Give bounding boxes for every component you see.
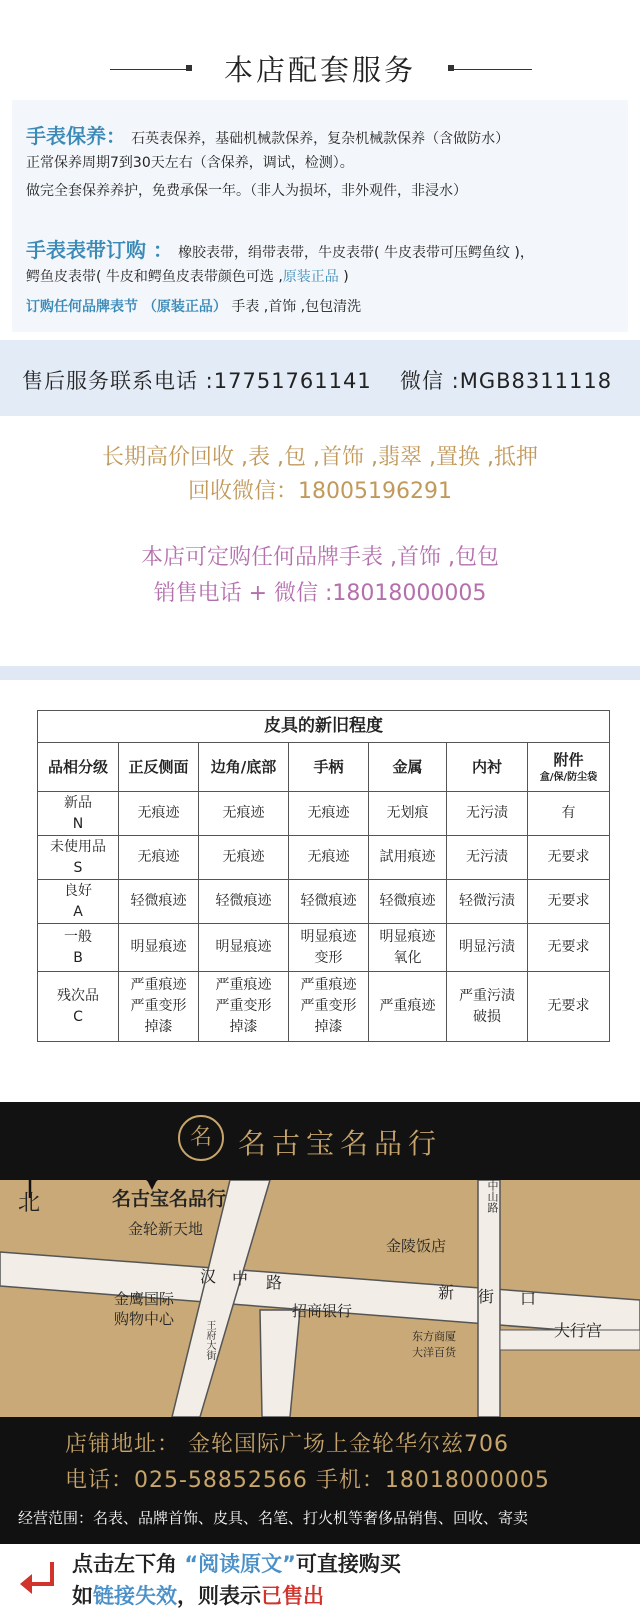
table-cell: 轻微污渍 [447,880,528,924]
table-cell: 无污渍 [447,836,528,880]
maintenance-row [26,120,509,149]
footer-line2c: ，则表示 [177,1584,261,1608]
wechat-id: 微信 :MGB8311118 [400,369,613,393]
table-header-row [38,743,610,792]
divider-right [452,69,532,70]
header-grade: 品相分级 [38,743,119,792]
sales-contact: 销售电话 + 微信 :18018000005 [153,581,487,606]
table-cell: 明显痕迹 [119,924,199,972]
table-cell: 严重痕迹 [369,972,447,1042]
header-lining: 内衬 [447,743,528,792]
strap-label: 手表表带订购 ： [26,238,173,262]
condition-table [37,710,610,1042]
table-cell: 明显痕迹 [199,924,289,972]
table-cell: 无痕迹 [119,792,199,836]
table-cell: 无要求 [528,924,610,972]
after-sales-phone: 售后服务联系电话 :17751761141 [22,369,372,393]
header-accessory-sub: 盒/保/防尘袋 [539,771,598,783]
order-line: 本店可定购任何品牌手表 ,首饰 ,包包 [141,545,499,570]
table-row [38,924,610,972]
header-accessory-label: 附件 [553,750,584,769]
table-cell: 明显污渍 [447,924,528,972]
table-cell: 明显痕迹 氧化 [369,924,447,972]
table-cell: 无痕迹 [199,792,289,836]
strap-line1: 橡胶表带，绢带表带，牛皮表带( 牛皮表带可压鳄鱼纹 )， [178,245,534,261]
table-cell: 无要求 [528,880,610,924]
map-hanzhong-1: 汉 [200,1267,217,1286]
header-handle: 手柄 [289,743,369,792]
services-panel [12,100,628,332]
read-original-link[interactable]: “阅读原文” [184,1552,296,1576]
maintenance-label: 手表保养： [26,124,126,148]
table-row [38,972,610,1042]
footer-line1a: 点击左下角 [72,1552,185,1576]
map-zhongshan: 中山路 [486,1180,499,1213]
grade-code: C [73,1008,83,1025]
recycle-line2: 回收微信：18005196291 [188,479,452,504]
table-cell: 无痕迹 [289,792,369,836]
table-row [38,880,610,924]
table-cell: 无痕迹 [289,836,369,880]
grade-code: N [72,815,84,832]
map-xinjiekou-2: 街 [478,1287,495,1306]
map-hanzhong-2: 中 [232,1269,249,1288]
strap-row [26,234,534,263]
services-header [0,0,640,100]
map-zhaoshang: 招商银行 [292,1302,353,1320]
maintenance-line1: 石英表保养，基础机械款保养，复杂机械款保养（含做防水） [131,131,510,147]
table-cell: 无痕迹 [119,836,199,880]
grade-name: 新品 [64,794,92,811]
strap-line2a: 鳄鱼皮表带( 牛皮和鳄鱼皮表带颜色可选 , [26,269,283,285]
table-cell: 試用痕迹 [369,836,447,880]
table-cell: 无要求 [528,972,610,1042]
map-xinjiekou-3: 口 [520,1289,537,1308]
map-daxing: 大行宫 [554,1321,603,1340]
map-north: 北 [18,1191,41,1216]
store-banner [0,1102,640,1180]
grade-cell [38,880,119,924]
map-hanzhong-3: 路 [266,1273,283,1292]
table-cell: 轻微痕迹 [369,880,447,924]
table-cell: 轻微痕迹 [199,880,289,924]
table-cell: 轻微痕迹 [289,880,369,924]
arrow-down-left-icon [16,1560,58,1598]
footer-line2b: 链接失效 [93,1584,177,1608]
road-hanzhong [0,1252,640,1336]
map-jinying-1: 金鹰国际 [114,1290,175,1308]
header-sides: 正反侧面 [119,743,199,792]
header-corners: 边角/底部 [199,743,289,792]
table-cell: 无划痕 [369,792,447,836]
map-jinlun: 金轮新天地 [128,1220,204,1238]
store-info [0,1417,640,1544]
buckle-row [26,296,361,316]
header-metal: 金属 [369,743,447,792]
table-cell: 明显痕迹 变形 [289,924,369,972]
map-store-pin: 名古宝名品行 [112,1188,227,1210]
grade-cell [38,792,119,836]
after-sales-bar [0,340,640,416]
table-row [38,792,610,836]
buckle-rest: 手表 ,首饰 ,包包清洗 [226,299,362,315]
table-cell: 无痕迹 [199,836,289,880]
footer-line1 [72,1548,401,1578]
condition-table-section [0,680,640,1080]
store-scope: 经营范围：名表、品牌首饰、皮具、名笔、打火机等奢侈品销售、回收、寄卖 [18,1509,529,1527]
table-cell: 严重痕迹 严重变形 掉漆 [199,972,289,1042]
table-body [38,792,610,1042]
store-name: 名古宝名品行 [238,1127,443,1160]
footer-line1c: 可直接购买 [295,1552,401,1576]
recycle-line1: 长期高价回收 ,表 ,包 ,首饰 ,翡翠 ,置换 ,抵押 [102,445,538,470]
strap-line2 [26,266,349,286]
divider-dot-right [448,65,454,71]
header-accessory [528,743,610,792]
grade-code: B [73,949,83,966]
maintenance-line2: 正常保养周期7到30天左右（含保养，调试，检测）。 [26,155,354,171]
table-cell: 有 [528,792,610,836]
strap-line2c: ) [338,269,349,285]
store-map [0,1180,640,1417]
table-title: 皮具的新旧程度 [38,711,610,743]
grade-cell [38,836,119,880]
separator-band [0,666,640,680]
store-logo: 名 [178,1115,224,1161]
footer-line2d: 已售出 [261,1584,324,1608]
grade-cell [38,924,119,972]
map-dongfang-1: 东方商厦 [412,1330,456,1343]
buckle-label: 订购任何品牌表节 （原装正品） [26,299,227,315]
maintenance-line3: 做完全套保养养护，免费承保一年。（非人为损坏，非外观件，非浸水） [26,183,467,199]
store-phone: 电话：025-58852566 手机：18018000005 [65,1468,550,1493]
map-jinling: 金陵饭店 [386,1237,447,1255]
store-address: 店铺地址： 金轮国际广场上金轮华尔兹706 [65,1432,509,1457]
strap-line2b: 原装正品 [282,269,339,285]
grade-code: S [73,859,83,876]
grade-name: 一般 [64,928,92,945]
grade-code: A [73,903,83,920]
footer-notice [0,1544,640,1615]
table-cell: 严重痕迹 严重变形 掉漆 [119,972,199,1042]
map-wangfu: 王府大街 [204,1320,215,1360]
table-cell: 无污渍 [447,792,528,836]
footer-line2a: 如 [72,1584,93,1608]
services-title: 本店配套服务 [223,53,416,87]
map-xinjiekou-1: 新 [438,1283,455,1302]
map-roads [0,1180,640,1417]
road-branch [260,1310,300,1417]
table-cell: 严重污渍 破损 [447,972,528,1042]
table-cell: 严重痕迹 严重变形 掉漆 [289,972,369,1042]
grade-name: 良好 [64,882,92,899]
grade-name: 未使用品 [50,838,106,855]
footer-line2 [72,1580,324,1610]
table-cell: 轻微痕迹 [119,880,199,924]
map-dongfang-2: 大洋百货 [412,1346,456,1359]
recycle-section [0,416,640,666]
map-jinying-2: 购物中心 [114,1310,175,1328]
table-cell: 无要求 [528,836,610,880]
grade-name: 残次品 [57,987,99,1004]
grade-cell [38,972,119,1042]
table-row [38,836,610,880]
